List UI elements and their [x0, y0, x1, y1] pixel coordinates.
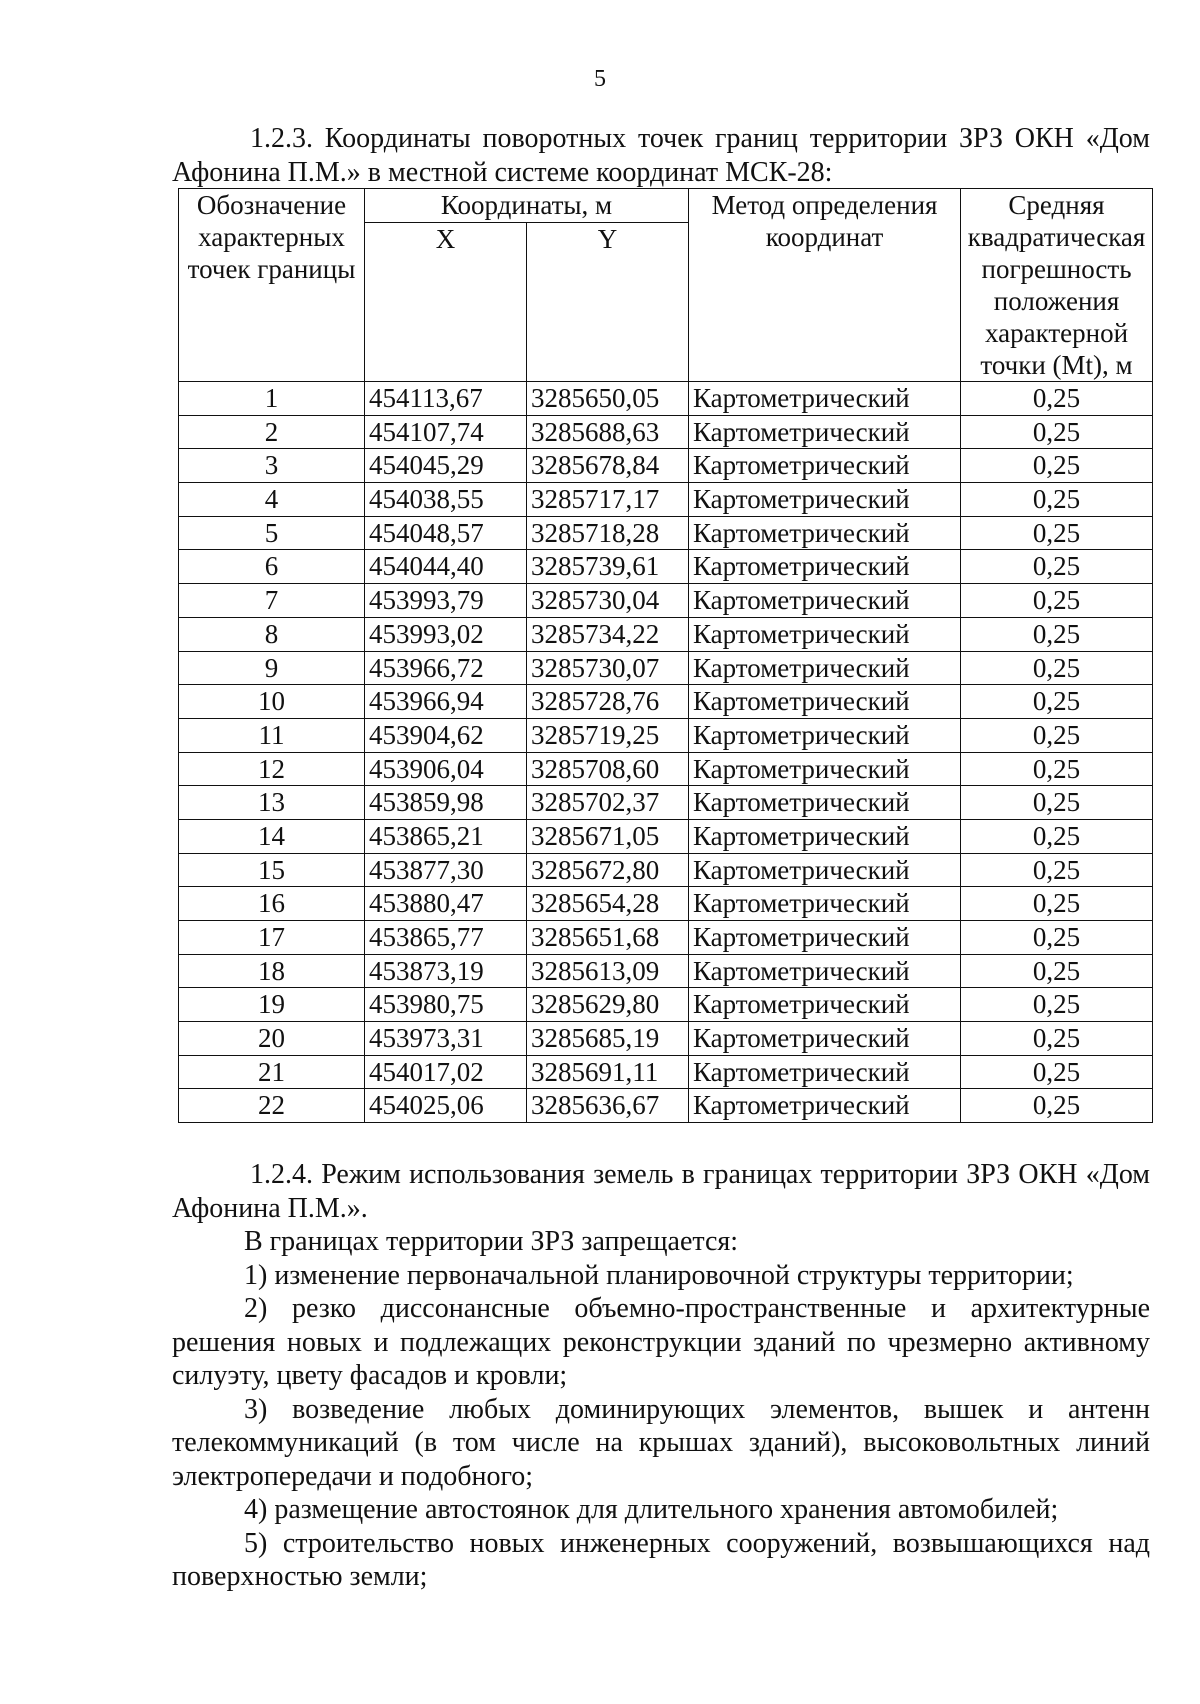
method-cell: Картометрический — [689, 651, 961, 685]
point-number-cell: 12 — [179, 752, 365, 786]
table-row — [179, 584, 1153, 618]
table-row — [179, 1022, 1153, 1056]
x-coordinate-cell: 454048,57 — [365, 516, 527, 550]
x-coordinate-cell: 453873,19 — [365, 954, 527, 988]
y-coordinate-cell: 3285734,22 — [527, 617, 689, 651]
accuracy-cell: 0,25 — [961, 1055, 1153, 1089]
point-number-cell: 11 — [179, 718, 365, 752]
y-coordinate-cell: 3285678,84 — [527, 449, 689, 483]
point-number-cell: 1 — [179, 382, 365, 416]
prohibitions-intro: В границах территории ЗРЗ запрещается: — [244, 1226, 739, 1257]
point-number-cell: 2 — [179, 415, 365, 449]
method-cell: Картометрический — [689, 887, 961, 921]
y-coordinate-cell: 3285730,04 — [527, 584, 689, 618]
method-cell: Картометрический — [689, 1022, 961, 1056]
y-coordinate-cell: 3285629,80 — [527, 988, 689, 1022]
table-row — [179, 718, 1153, 752]
table-row — [179, 651, 1153, 685]
method-cell: Картометрический — [689, 718, 961, 752]
y-coordinate-cell: 3285688,63 — [527, 415, 689, 449]
x-coordinate-cell: 454017,02 — [365, 1055, 527, 1089]
accuracy-cell: 0,25 — [961, 550, 1153, 584]
method-cell: Картометрический — [689, 415, 961, 449]
x-coordinate-cell: 453880,47 — [365, 887, 527, 921]
x-coordinate-cell: 453865,77 — [365, 921, 527, 955]
point-number-cell: 9 — [179, 651, 365, 685]
section-title-124: 1.2.4. Режим использования земель в границах территории ЗРЗ ОКН «Дом Афонина П.М.». — [172, 1159, 1150, 1224]
table-row — [179, 550, 1153, 584]
table-row — [179, 415, 1153, 449]
accuracy-cell: 0,25 — [961, 819, 1153, 853]
method-cell: Картометрический — [689, 685, 961, 719]
method-cell: Картометрический — [689, 449, 961, 483]
prohibition-item-1: 1) изменение первоначальной планировочной структуры территории; — [244, 1259, 1074, 1291]
x-coordinate-cell: 453993,79 — [365, 584, 527, 618]
point-number-cell: 3 — [179, 449, 365, 483]
accuracy-cell: 0,25 — [961, 718, 1153, 752]
point-number-cell: 19 — [179, 988, 365, 1022]
y-coordinate-cell: 3285651,68 — [527, 921, 689, 955]
point-number-cell: 20 — [179, 1022, 365, 1056]
table-row — [179, 954, 1153, 988]
method-cell: Картометрический — [689, 819, 961, 853]
method-cell: Картометрический — [689, 483, 961, 517]
accuracy-cell: 0,25 — [961, 516, 1153, 550]
method-cell: Картометрический — [689, 954, 961, 988]
table-row — [179, 786, 1153, 820]
point-number-cell: 15 — [179, 853, 365, 887]
method-cell: Картометрический — [689, 853, 961, 887]
x-coordinate-cell: 453993,02 — [365, 617, 527, 651]
y-coordinate-cell: 3285719,25 — [527, 718, 689, 752]
point-number-cell: 4 — [179, 483, 365, 517]
y-coordinate-cell: 3285691,11 — [527, 1055, 689, 1089]
point-number-cell: 13 — [179, 786, 365, 820]
coordinates-table — [178, 188, 1153, 1123]
header-method: Метод определения координат — [689, 189, 961, 382]
table-row — [179, 819, 1153, 853]
accuracy-cell: 0,25 — [961, 584, 1153, 618]
section-heading-123: 1.2.3. Координаты поворотных точек границ территории ЗРЗ ОКН «Дом Афонина П.М.» в местной системе координат МСК-28: — [172, 123, 1150, 188]
method-cell: Картометрический — [689, 786, 961, 820]
table-row — [179, 853, 1153, 887]
point-number-cell: 6 — [179, 550, 365, 584]
table-row — [179, 988, 1153, 1022]
accuracy-cell: 0,25 — [961, 651, 1153, 685]
accuracy-cell: 0,25 — [961, 617, 1153, 651]
x-coordinate-cell: 453973,31 — [365, 1022, 527, 1056]
x-coordinate-cell: 454113,67 — [365, 382, 527, 416]
y-coordinate-cell: 3285728,76 — [527, 685, 689, 719]
method-cell: Картометрический — [689, 617, 961, 651]
x-coordinate-cell: 453966,72 — [365, 651, 527, 685]
x-coordinate-cell: 453859,98 — [365, 786, 527, 820]
accuracy-cell: 0,25 — [961, 988, 1153, 1022]
method-cell: Картометрический — [689, 550, 961, 584]
table-row — [179, 1089, 1153, 1123]
x-coordinate-cell: 454045,29 — [365, 449, 527, 483]
header-accuracy: Средняя квадратическая погрешность положения характерной точки (Mt), м — [961, 189, 1153, 382]
x-coordinate-cell: 453865,21 — [365, 819, 527, 853]
y-coordinate-cell: 3285730,07 — [527, 651, 689, 685]
x-coordinate-cell: 454025,06 — [365, 1089, 527, 1123]
accuracy-cell: 0,25 — [961, 1089, 1153, 1123]
accuracy-cell: 0,25 — [961, 382, 1153, 416]
method-cell: Картометрический — [689, 1089, 961, 1123]
x-coordinate-cell: 453904,62 — [365, 718, 527, 752]
accuracy-cell: 0,25 — [961, 887, 1153, 921]
accuracy-cell: 0,25 — [961, 954, 1153, 988]
prohibition-item-4: 4) размещение автостоянок для длительного хранения автомобилей; — [244, 1494, 1059, 1525]
method-cell: Картометрический — [689, 382, 961, 416]
x-coordinate-cell: 454107,74 — [365, 415, 527, 449]
table-row — [179, 382, 1153, 416]
y-coordinate-cell: 3285718,28 — [527, 516, 689, 550]
method-cell: Картометрический — [689, 516, 961, 550]
accuracy-cell: 0,25 — [961, 921, 1153, 955]
section-124 — [172, 1158, 1150, 1594]
x-coordinate-cell: 454038,55 — [365, 483, 527, 517]
header-designation: Обозначение характерных точек границы — [179, 189, 365, 382]
method-cell: Картометрический — [689, 988, 961, 1022]
y-coordinate-cell: 3285671,05 — [527, 819, 689, 853]
method-cell: Картометрический — [689, 921, 961, 955]
accuracy-cell: 0,25 — [961, 685, 1153, 719]
y-coordinate-cell: 3285672,80 — [527, 853, 689, 887]
header-y: Y — [527, 223, 689, 382]
point-number-cell: 5 — [179, 516, 365, 550]
accuracy-cell: 0,25 — [961, 752, 1153, 786]
accuracy-cell: 0,25 — [961, 853, 1153, 887]
point-number-cell: 17 — [179, 921, 365, 955]
header-coordinates: Координаты, м — [365, 189, 689, 223]
y-coordinate-cell: 3285613,09 — [527, 954, 689, 988]
point-number-cell: 16 — [179, 887, 365, 921]
accuracy-cell: 0,25 — [961, 1022, 1153, 1056]
y-coordinate-cell: 3285708,60 — [527, 752, 689, 786]
prohibition-item-5: 5) строительство новых инженерных сооружений, возвышающихся над поверхностью земли; — [172, 1527, 1150, 1592]
accuracy-cell: 0,25 — [961, 415, 1153, 449]
y-coordinate-cell: 3285702,37 — [527, 786, 689, 820]
prohibition-item-2: 2) резко диссонансные объемно-пространственные и архитектурные решения новых и подлежащих реконструкции зданий по чрезмерно активному силуэту, цвету фасадов и кровли; — [172, 1293, 1150, 1391]
point-number-cell: 22 — [179, 1089, 365, 1123]
table-row — [179, 617, 1153, 651]
table-row — [179, 685, 1153, 719]
x-coordinate-cell: 453980,75 — [365, 988, 527, 1022]
table-row — [179, 1055, 1153, 1089]
point-number-cell: 18 — [179, 954, 365, 988]
accuracy-cell: 0,25 — [961, 483, 1153, 517]
point-number-cell: 10 — [179, 685, 365, 719]
x-coordinate-cell: 453906,04 — [365, 752, 527, 786]
method-cell: Картометрический — [689, 584, 961, 618]
y-coordinate-cell: 3285685,19 — [527, 1022, 689, 1056]
y-coordinate-cell: 3285717,17 — [527, 483, 689, 517]
prohibition-item-3: 3) возведение любых доминирующих элементов, вышек и антенн телекоммуникаций (в том числе на крышах зданий), высоковольтных линий электропередачи и подобного; — [172, 1393, 1150, 1492]
accuracy-cell: 0,25 — [961, 449, 1153, 483]
table-row — [179, 449, 1153, 483]
y-coordinate-cell: 3285654,28 — [527, 887, 689, 921]
y-coordinate-cell: 3285739,61 — [527, 550, 689, 584]
x-coordinate-cell: 454044,40 — [365, 550, 527, 584]
method-cell: Картометрический — [689, 1055, 961, 1089]
table-row — [179, 483, 1153, 517]
y-coordinate-cell: 3285636,67 — [527, 1089, 689, 1123]
accuracy-cell: 0,25 — [961, 786, 1153, 820]
point-number-cell: 7 — [179, 584, 365, 618]
page-number: 5 — [594, 66, 606, 92]
table-row — [179, 921, 1153, 955]
point-number-cell: 14 — [179, 819, 365, 853]
method-cell: Картометрический — [689, 752, 961, 786]
y-coordinate-cell: 3285650,05 — [527, 382, 689, 416]
point-number-cell: 21 — [179, 1055, 365, 1089]
header-x: X — [365, 223, 527, 382]
table-row — [179, 887, 1153, 921]
point-number-cell: 8 — [179, 617, 365, 651]
x-coordinate-cell: 453966,94 — [365, 685, 527, 719]
x-coordinate-cell: 453877,30 — [365, 853, 527, 887]
table-row — [179, 752, 1153, 786]
table-row — [179, 516, 1153, 550]
